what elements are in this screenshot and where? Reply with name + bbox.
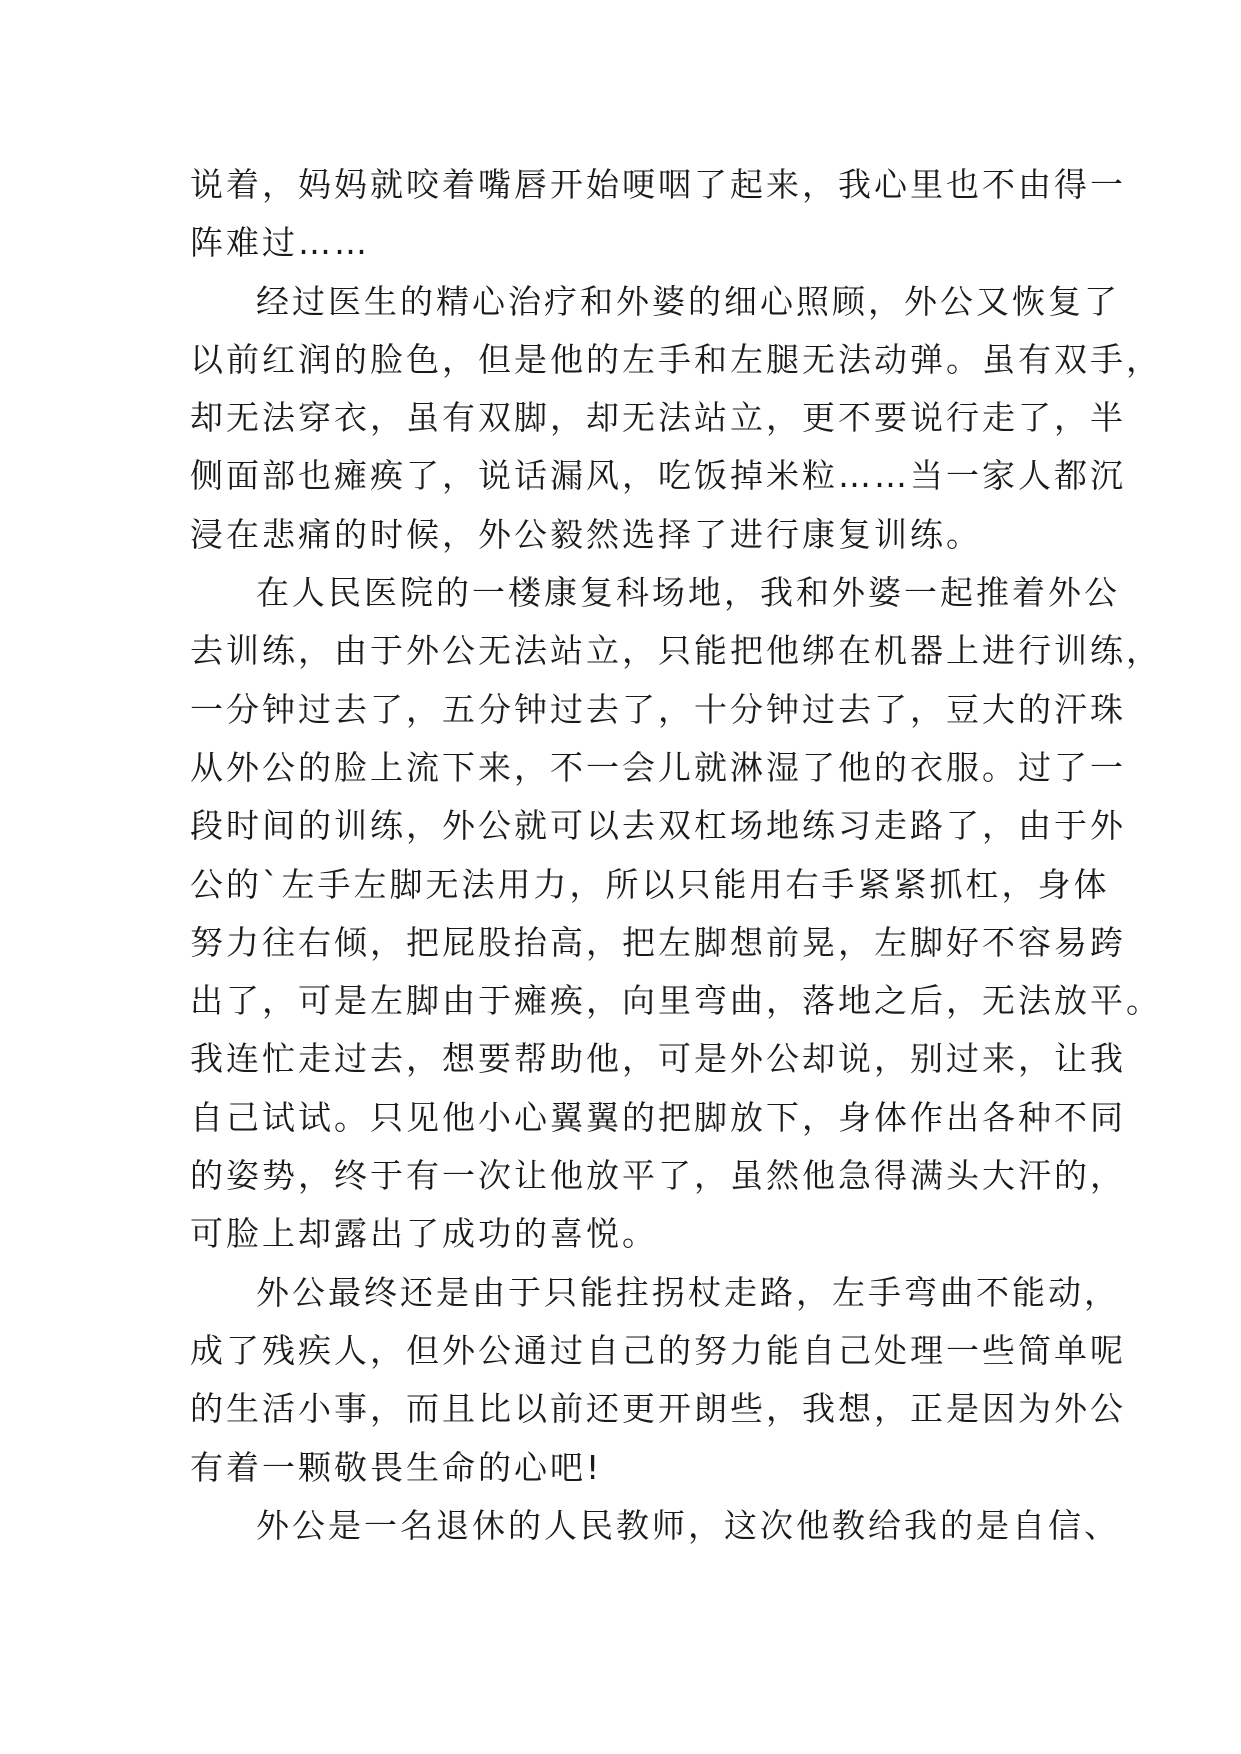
text-line: 出了，可是左脚由于瘫痪，向里弯曲，落地之后，无法放平。 (190, 981, 1162, 1021)
text-line: 侧面部也瘫痪了，说话漏风，吃饭掉米粒……当一家人都沉 (190, 456, 1126, 496)
text-line: 的生活小事，而且比以前还更开朗些，我想，正是因为外公 (190, 1389, 1126, 1429)
body-text (190, 156, 1162, 1555)
text-line: 说着，妈妈就咬着嘴唇开始哽咽了起来，我心里也不由得一 (190, 165, 1126, 204)
text-line: 我连忙走过去，想要帮助他，可是外公却说，别过来，让我 (190, 1039, 1126, 1079)
text-line: 自己试试。只见他小心翼翼的把脚放下，身体作出各种不同 (190, 1097, 1126, 1137)
text-line: 一分钟过去了，五分钟过去了，十分钟过去了，豆大的汗珠 (190, 689, 1126, 729)
text-line: 从外公的脸上流下来，不一会儿就淋湿了他的衣服。过了一 (190, 747, 1126, 787)
text-line: 去训练，由于外公无法站立，只能把他绑在机器上进行训练， (190, 631, 1162, 671)
text-line: 公的`左手左脚无法用力，所以只能用右手紧紧抓杠，身体 (190, 864, 1110, 904)
text-line: 外公最终还是由于只能拄拐杖走路，左手弯曲不能动， (256, 1272, 1120, 1312)
text-line: 可脸上却露出了成功的喜悦。 (190, 1214, 658, 1254)
text-line: 以前红润的脸色，但是他的左手和左腿无法动弹。虽有双手， (190, 339, 1162, 379)
text-line: 外公是一名退休的人民教师，这次他教给我的是自信、 (256, 1505, 1120, 1545)
text-line: 在人民医院的一楼康复科场地，我和外婆一起推着外公 (256, 573, 1120, 613)
text-line: 浸在悲痛的时候，外公毅然选择了进行康复训练。 (190, 514, 982, 554)
text-line: 却无法穿衣，虽有双脚，却无法站立，更不要说行走了，半 (190, 398, 1126, 438)
text-line: 经过医生的精心治疗和外婆的细心照顾，外公又恢复了 (256, 281, 1120, 321)
text-line: 的姿势，终于有一次让他放平了，虽然他急得满头大汗的， (190, 1156, 1126, 1196)
text-line: 有着一颗敬畏生命的心吧! (190, 1447, 603, 1487)
text-line: 段时间的训练，外公就可以去双杠场地练习走路了，由于外 (190, 806, 1126, 846)
text-line: 成了残疾人，但外公通过自己的努力能自己处理一些简单呢 (190, 1330, 1126, 1370)
text-line: 阵难过…… (190, 223, 370, 263)
text-line: 努力往右倾，把屁股抬高，把左脚想前晃，左脚好不容易跨 (190, 922, 1126, 962)
